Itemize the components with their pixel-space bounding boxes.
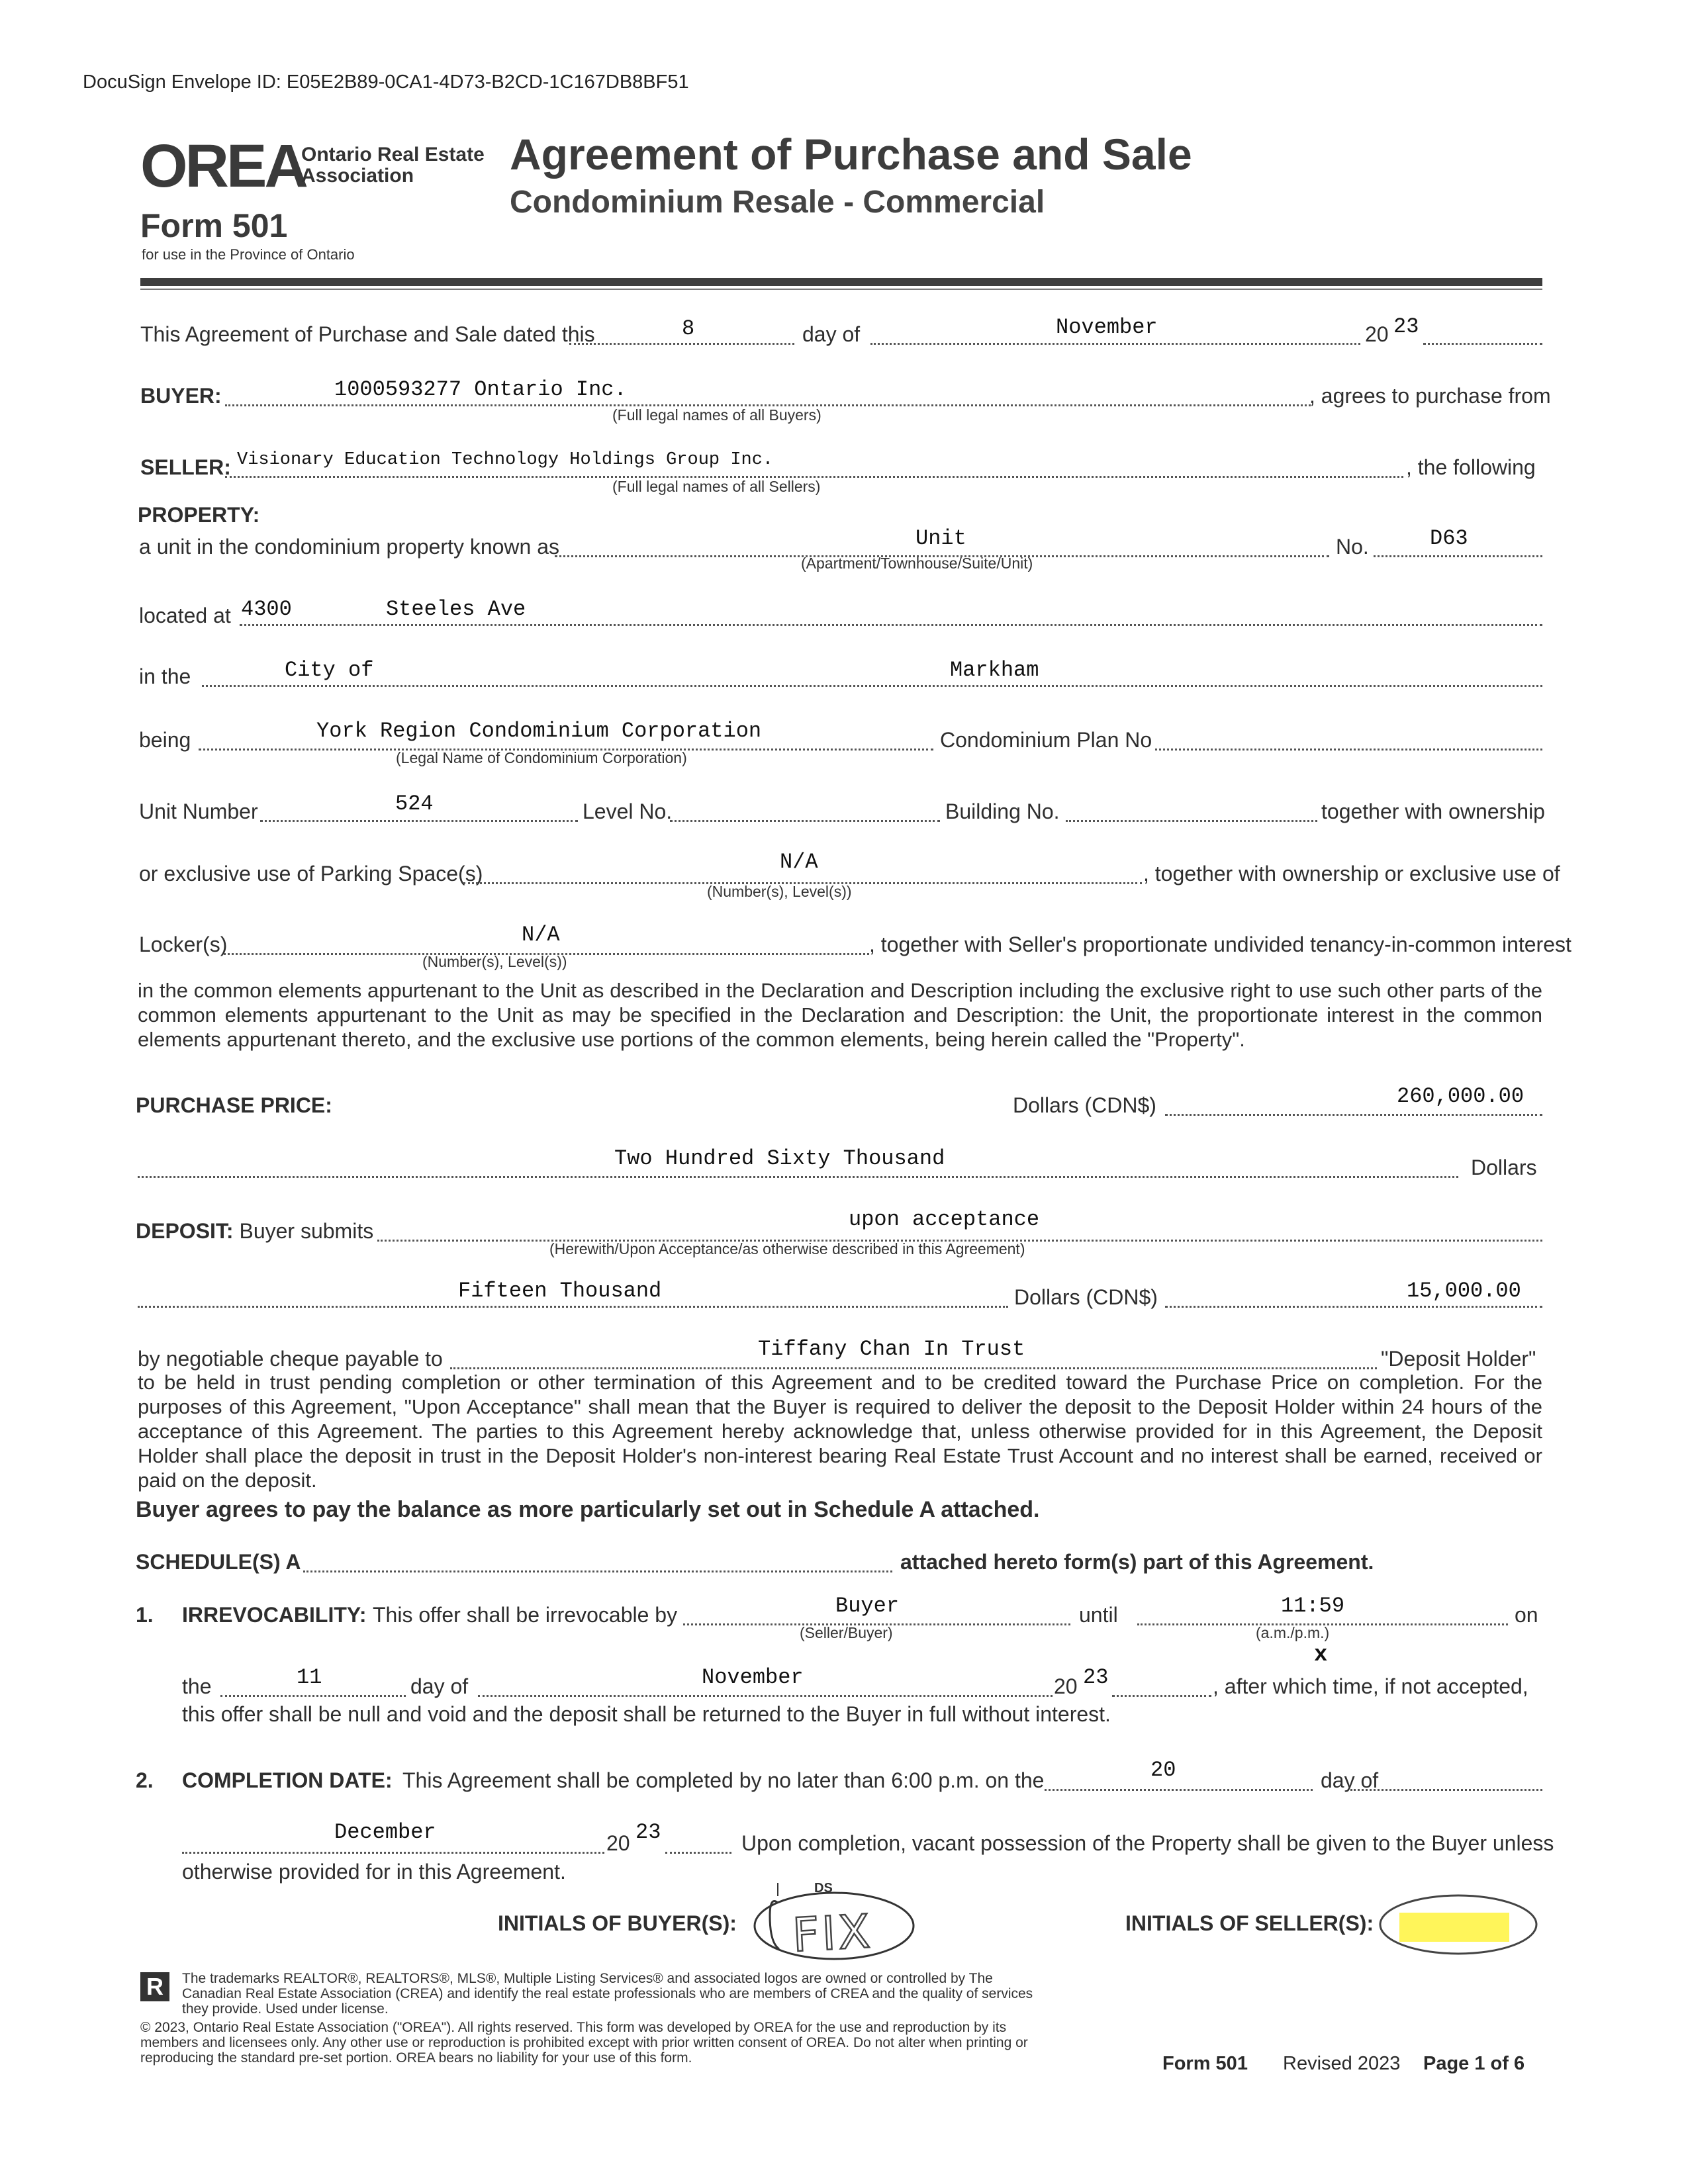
completion-year-dots — [665, 1850, 731, 1854]
completion-line-2: otherwise provided for in this Agreement. — [182, 1860, 566, 1884]
irrevocable-year: 23 — [1083, 1665, 1109, 1690]
footer-copyright: © 2023, Ontario Real Estate Association ("OREA"). All rights reserved. This form was developed by OREA for the use and reproduction by its members and licensees only. Any other use or reproduction is prohibited except with prior written consent of OREA. Do not alter when printing or reproducing the standard pre-set portion. OREA bears no liability for your use of this form. — [140, 2020, 1028, 2066]
irrevocable-year-dots — [1112, 1693, 1211, 1697]
irrevocable-by-value: Buyer — [835, 1594, 900, 1618]
the-label: the — [182, 1674, 212, 1698]
completion-day: 20 — [1150, 1758, 1176, 1782]
building-field[interactable] — [1066, 818, 1317, 822]
irrevocability-number: 1. — [136, 1603, 154, 1627]
seller-sublabel: (Full legal names of all Sellers) — [612, 478, 821, 495]
completion-month-field-start — [1350, 1787, 1542, 1791]
in-the-label: in the — [139, 664, 191, 688]
unit-number-value: 524 — [395, 792, 434, 816]
header-rule-thin — [140, 289, 1542, 290]
deposit-paragraph: to be held in trust pending completion or other termination of this Agreement and to be credited toward the Purchase Price on completion. For the purposes of this Agreement, "Upon Acceptance" shall mean that the Buyer is required to deliver the deposit to the Deposit Holder within 24 hours of the acceptance of this Agreement. The parties to this Agreement hereby acknowledge that, unless otherwise provided for in this Agreement, the Deposit Holder shall place the deposit in trust in the Deposit Holder's non-interest bearing Real Estate Trust Account and no interest shall be earned, received or paid on the deposit. — [138, 1371, 1542, 1492]
corporation-name: York Region Condominium Corporation — [316, 719, 762, 743]
schedules-label: SCHEDULE(S) A — [136, 1550, 301, 1574]
form-use: for use in the Province of Ontario — [142, 246, 355, 263]
deposit-submits: Buyer submits — [239, 1219, 374, 1243]
being-label: being — [139, 728, 191, 752]
deposit-dollars-label: Dollars (CDN$) — [1014, 1285, 1158, 1309]
completion-month: December — [334, 1820, 436, 1844]
ownership-suffix: together with ownership — [1321, 799, 1545, 823]
schedules-field[interactable] — [303, 1569, 892, 1572]
buyer-initials-label: INITIALS OF BUYER(S): — [498, 1911, 737, 1935]
unit-number-label: Unit Number — [139, 799, 258, 823]
irrevocable-month: November — [702, 1665, 804, 1690]
deposit-words: Fifteen Thousand — [458, 1279, 662, 1303]
footer-form: Form 501 — [1162, 2053, 1248, 2074]
pm-mark: x — [1314, 1643, 1328, 1668]
dated-year: 23 — [1393, 314, 1419, 339]
payable-label: by negotiable cheque payable to — [138, 1347, 443, 1371]
seller-label: SELLER: — [140, 455, 231, 479]
property-paragraph: in the common elements appurtenant to the Unit as described in the Declaration and Description including the exclusive right to use such other parts of the common elements appurtenant to the Unit as may be specified in the Declaration and Description: the Unit, the proportionate interest in the common elements appurtenant thereto, and the exclusive use portions of the common elements, being herein called the "Property". — [138, 979, 1542, 1051]
buyer-suffix: , agrees to purchase from — [1309, 384, 1551, 408]
city-value: Markham — [950, 658, 1039, 682]
dated-day-field[interactable] — [569, 341, 794, 345]
completion-year: 23 — [635, 1820, 661, 1844]
schedules-suffix: attached hereto form(s) part of this Agreement. — [900, 1550, 1374, 1574]
envelope-id: DocuSign Envelope ID: E05E2B89-0CA1-4D73-B2CD-1C167DB8BF51 — [83, 71, 689, 93]
irrevocable-day-of: day of — [410, 1674, 469, 1698]
completion-day-field[interactable] — [1045, 1787, 1313, 1791]
completion-number: 2. — [136, 1768, 154, 1792]
footer-revised: Revised 2023 — [1283, 2053, 1401, 2074]
located-field[interactable] — [240, 622, 1542, 626]
unit-no-label: No. — [1336, 535, 1369, 559]
locker-label: Locker(s) — [139, 933, 228, 956]
payee-field[interactable] — [450, 1365, 1377, 1369]
irrevocability-text: This offer shall be irrevocable by — [373, 1603, 678, 1627]
price-words-suffix: Dollars — [1471, 1156, 1537, 1179]
irrevocable-by-sublabel: (Seller/Buyer) — [800, 1624, 893, 1641]
parking-sublabel: (Number(s), Level(s)) — [707, 883, 852, 900]
dated-day: 8 — [682, 316, 695, 341]
irrevocable-after: , after which time, if not accepted, — [1213, 1674, 1528, 1698]
completion-day-of: day of — [1321, 1768, 1379, 1792]
deposit-words-field[interactable] — [138, 1304, 1008, 1308]
completion-year-prefix: 20 — [606, 1831, 630, 1855]
deposit-amount-field[interactable] — [1165, 1304, 1542, 1308]
dated-day-of-label: day of — [802, 322, 861, 346]
buyer-initials: FIX — [791, 1904, 874, 1962]
irrevocable-time: 11:59 — [1281, 1594, 1345, 1618]
realtor-logo-icon: R — [140, 1972, 169, 2001]
completion-text: This Agreement shall be completed by no later than 6:00 p.m. on the — [402, 1768, 1045, 1792]
unit-number-field[interactable] — [260, 818, 578, 822]
price-dollars-label: Dollars (CDN$) — [1013, 1093, 1156, 1117]
seller-initials-label: INITIALS OF SELLER(S): — [1125, 1911, 1374, 1935]
payee-value: Tiffany Chan In Trust — [758, 1337, 1025, 1361]
document-subtitle: Condominium Resale - Commercial — [510, 185, 1045, 220]
form-number: Form 501 — [140, 207, 288, 244]
city-label: City of — [285, 658, 374, 682]
completion-after: Upon completion, vacant possession of the Property shall be given to the Buyer unless — [741, 1831, 1554, 1855]
irrevocable-year-prefix: 20 — [1054, 1674, 1078, 1698]
purchase-price-label: PURCHASE PRICE: — [136, 1093, 332, 1117]
parking-suffix: , together with ownership or exclusive use of — [1143, 862, 1560, 886]
seller-initials-box[interactable] — [1376, 1891, 1541, 1958]
plan-label: Condominium Plan No — [940, 728, 1152, 752]
known-as-label: a unit in the condominium property known as — [139, 535, 560, 559]
price-amount-field[interactable] — [1165, 1112, 1542, 1116]
level-label: Level No. — [583, 799, 673, 823]
locker-value: N/A — [522, 923, 560, 947]
known-as-value: Unit — [915, 526, 966, 551]
association-name — [301, 144, 485, 187]
property-label: PROPERTY: — [138, 503, 260, 527]
locker-suffix: , together with Seller's proportionate undivided tenancy-in-common interest — [869, 933, 1571, 956]
deposit-holder-label: "Deposit Holder" — [1381, 1347, 1536, 1371]
dated-label: This Agreement of Purchase and Sale dated this — [140, 322, 595, 346]
seller-initials-highlight — [1399, 1913, 1509, 1942]
irrevocability-label: IRREVOCABILITY: — [182, 1603, 367, 1627]
located-street: Steeles Ave — [386, 597, 526, 621]
time-sublabel: (a.m./p.m.) — [1256, 1624, 1330, 1641]
located-number: 4300 — [241, 597, 292, 621]
building-label: Building No. — [945, 799, 1060, 823]
docusign-ds: DS — [814, 1881, 833, 1895]
dated-year-dots — [1423, 341, 1542, 345]
deposit-amount: 15,000.00 — [1407, 1279, 1521, 1303]
corporation-sublabel: (Legal Name of Condominium Corporation) — [396, 749, 687, 766]
association-line-2: Association — [301, 165, 414, 187]
buyer-label: BUYER: — [140, 384, 222, 408]
locker-sublabel: (Number(s), Level(s)) — [422, 953, 567, 970]
irrevocable-month-field[interactable] — [478, 1693, 1053, 1697]
completion-month-field[interactable] — [182, 1850, 604, 1854]
buyer-name: 1000593277 Ontario Inc. — [334, 377, 627, 402]
unit-no-value: D63 — [1430, 526, 1468, 551]
known-as-sublabel: (Apartment/Townhouse/Suite/Unit) — [801, 555, 1033, 572]
deposit-row — [136, 1219, 373, 1244]
orea-logo: OREA — [140, 132, 306, 200]
deposit-label: DEPOSIT: — [136, 1219, 234, 1243]
document-title: Agreement of Purchase and Sale — [510, 130, 1192, 179]
header-rule — [140, 278, 1542, 286]
seller-suffix: , the following — [1406, 455, 1536, 479]
balance-text: Buyer agrees to pay the balance as more particularly set out in Schedule A attached. — [136, 1497, 1040, 1522]
price-words: Two Hundred Sixty Thousand — [614, 1146, 945, 1171]
plan-field[interactable] — [1155, 747, 1542, 751]
city-field[interactable] — [202, 683, 1542, 687]
price-words-field[interactable] — [138, 1174, 1458, 1178]
parking-label: or exclusive use of Parking Space(s) — [139, 862, 483, 886]
until-label: until — [1079, 1603, 1118, 1627]
dated-month-field[interactable] — [870, 341, 1360, 345]
level-field[interactable] — [670, 818, 940, 822]
parking-value: N/A — [780, 850, 818, 874]
completion-label: COMPLETION DATE: — [182, 1768, 393, 1792]
irrevocable-line-2: this offer shall be null and void and the deposit shall be returned to the Buyer in full without interest. — [182, 1702, 1111, 1726]
buyer-sublabel: (Full legal names of all Buyers) — [612, 406, 821, 424]
price-amount: 260,000.00 — [1397, 1084, 1524, 1109]
footer-trademark: The trademarks REALTOR®, REALTORS®, MLS®, Multiple Listing Services® and associated logos are owned or controlled by The Canadian Real Estate Association (CREA) and identify the real estate professionals who are members of CREA and the quality of services they provide. Used under license. — [182, 1971, 1033, 2017]
buyer-initials-box[interactable] — [751, 1876, 917, 1962]
association-line-1: Ontario Real Estate — [301, 144, 485, 165]
unit-no-field[interactable] — [1374, 553, 1542, 557]
deposit-timing: upon acceptance — [849, 1207, 1040, 1232]
footer-page: Page 1 of 6 — [1423, 2053, 1525, 2074]
irrevocable-day-field[interactable] — [220, 1693, 406, 1697]
deposit-timing-sublabel: (Herewith/Upon Acceptance/as otherwise described in this Agreement) — [549, 1240, 1025, 1257]
seller-name: Visionary Education Technology Holdings Group Inc. — [237, 450, 774, 470]
on-label: on — [1515, 1603, 1538, 1627]
irrevocable-day: 11 — [297, 1665, 322, 1690]
located-label: located at — [139, 604, 231, 627]
dated-month: November — [1056, 315, 1158, 340]
dated-year-prefix: 20 — [1365, 322, 1389, 346]
